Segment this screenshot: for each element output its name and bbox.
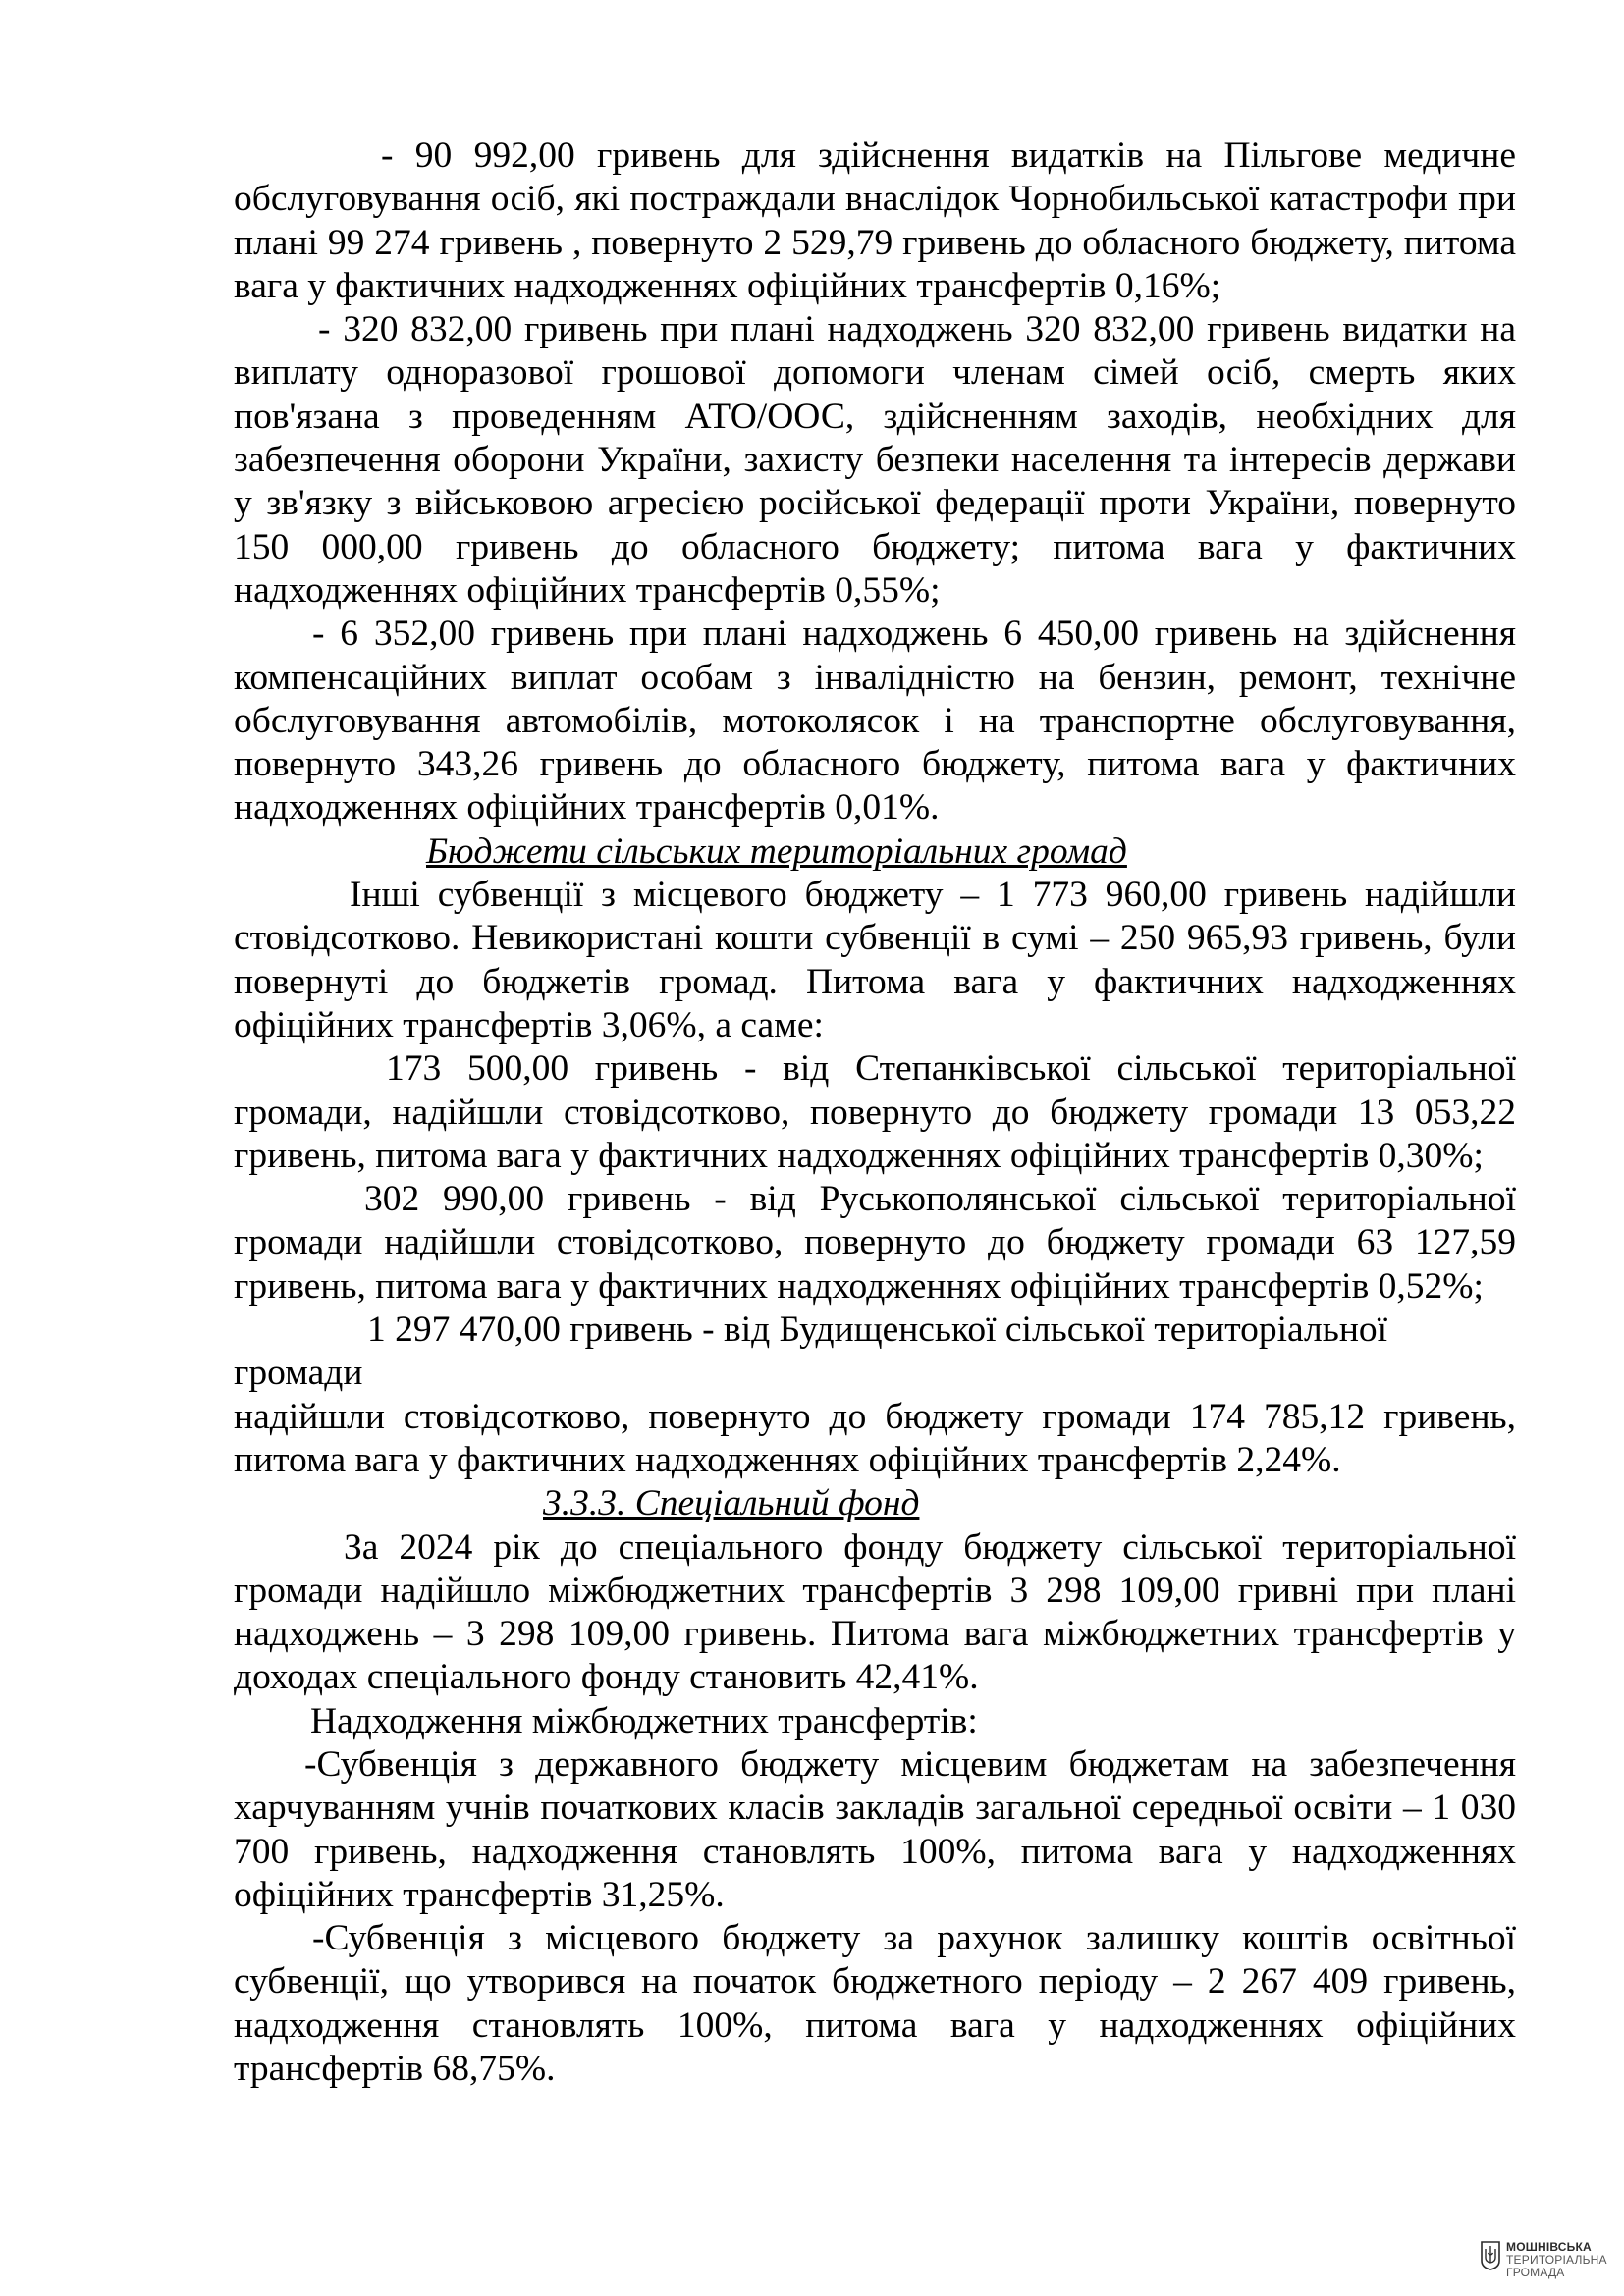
paragraph-stepankivska: 173 500,00 гривень - від Степанківської сільської територіальної громади, надійшли стовідсотково, повернуто до бюджету громади 13 053,22 гривень, питома вага у фактичних надходженнях офіційних трансфертів 0,30%; (234, 1048, 1516, 1176)
paragraph-school-meals-subvention: -Субвенція з державного бюджету місцевим бюджетам на забезпечення харчуванням учнів початкових класів закладів загальної середньої освіти – 1 030 700 гривень, надходження становлять 100%, питома вага у надходженнях офіційних трансфертів 31,25%. (234, 1743, 1516, 1915)
paragraph-disability-compensation: - 6 352,00 гривень при плані надходжень 6 450,00 гривень на здійснення компенсаційних виплат особам з інвалідністю на бензин, ремонт, технічне обслуговування автомобілів, мотоколясок і на транспортне обслуговування, повернуто 343,26 гривень до обласного бюджету, питома вага у фактичних надходженнях офіційних трансфертів 0,01%. (234, 614, 1516, 828)
logo-text (1506, 2241, 1607, 2279)
paragraph-special-fund-summary: За 2024 рік до спеціального фонду бюджету сільської територіальної громади надійшло міжбюджетних трансфертів 3 298 109,00 гривні при плані надходжень – 3 298 109,00 гривень. Питома вага міжбюджетних трансфертів у доходах спеціального фонду становить 42,41%. (234, 1526, 1516, 1698)
coat-of-arms-icon (1481, 2241, 1500, 2270)
paragraph-ruskopolianska: 302 990,00 гривень - від Руськополянської сільської територіальної громади надійшли стовідсотково, повернуто до бюджету громади 63 127,59 гривень, питома вага у фактичних надходженнях офіційних трансфертів 0,52%; (234, 1179, 1516, 1307)
paragraph-other-subventions: Інші субвенції з місцевого бюджету – 1 773 960,00 гривень надійшли стовідсотково. Невикористані кошти субвенції в сумі – 250 965,93 гривень, були повернуті до бюджетів громад. Питома вага у фактичних надходженнях офіційних трансфертів 3,06%, а саме: (234, 875, 1516, 1045)
community-logo (1481, 2241, 1607, 2279)
logo-line-2: ТЕРИТОРІАЛЬНА (1506, 2253, 1607, 2267)
paragraph-ato-payment: - 320 832,00 гривень при плані надходжень 320 832,00 гривень видатки на виплату одноразової грошової допомоги членам сімей осіб, смерть яких пов'язана з проведенням АТО/ООС, здійсненням заходів, необхідних для забезпечення оборони України, захисту безпеки населення та інтересів держави у зв'язку з військовою агресією російської федерації проти України, повернуто 150 000,00 гривень до обласного бюджету; питома вага у фактичних надходженнях офіційних трансфертів 0,55%; (234, 309, 1516, 611)
paragraph-transfers-intro: Надходження міжбюджетних трансфертів: (310, 1700, 978, 1741)
paragraph-education-subvention: -Субвенція з місцевого бюджету за рахунок залишку коштів освітньої субвенції, що утворився на початок бюджетного періоду – 2 267 409 гривень, надходження становлять 100%, питома вага у надходженнях офіційних трансфертів 68,75%. (234, 1918, 1516, 2090)
logo-line-1: МОШНІВСЬКА (1506, 2240, 1592, 2254)
logo-line-3: ГРОМАДА (1506, 2266, 1565, 2279)
document-page (234, 134, 1516, 2091)
paragraph-budyshchenska-continued: надійшли стовідсотково, повернуто до бюджету громади 174 785,12 гривень, питома вага у фактичних надходженнях офіційних трансфертів 2,24%. (234, 1396, 1516, 1480)
section-heading-village-budgets: Бюджети сільських територіальних громад (426, 830, 1127, 872)
paragraph-budyshchenska: 1 297 470,00 гривень - від Будищенської сільської територіальної громади (234, 1309, 1388, 1394)
section-heading-special-fund: 3.3.3. Спеціальний фонд (543, 1483, 920, 1524)
paragraph-chornobyl-medical: - 90 992,00 гривень для здійснення видатків на Пільгове медичне обслуговування осіб, які постраждали внаслідок Чорнобильської катастрофи при плані 99 274 гривень , повернуто 2 529,79 гривень до обласного бюджету, питома вага у фактичних надходженнях офіційних трансфертів 0,16%; (234, 135, 1516, 306)
